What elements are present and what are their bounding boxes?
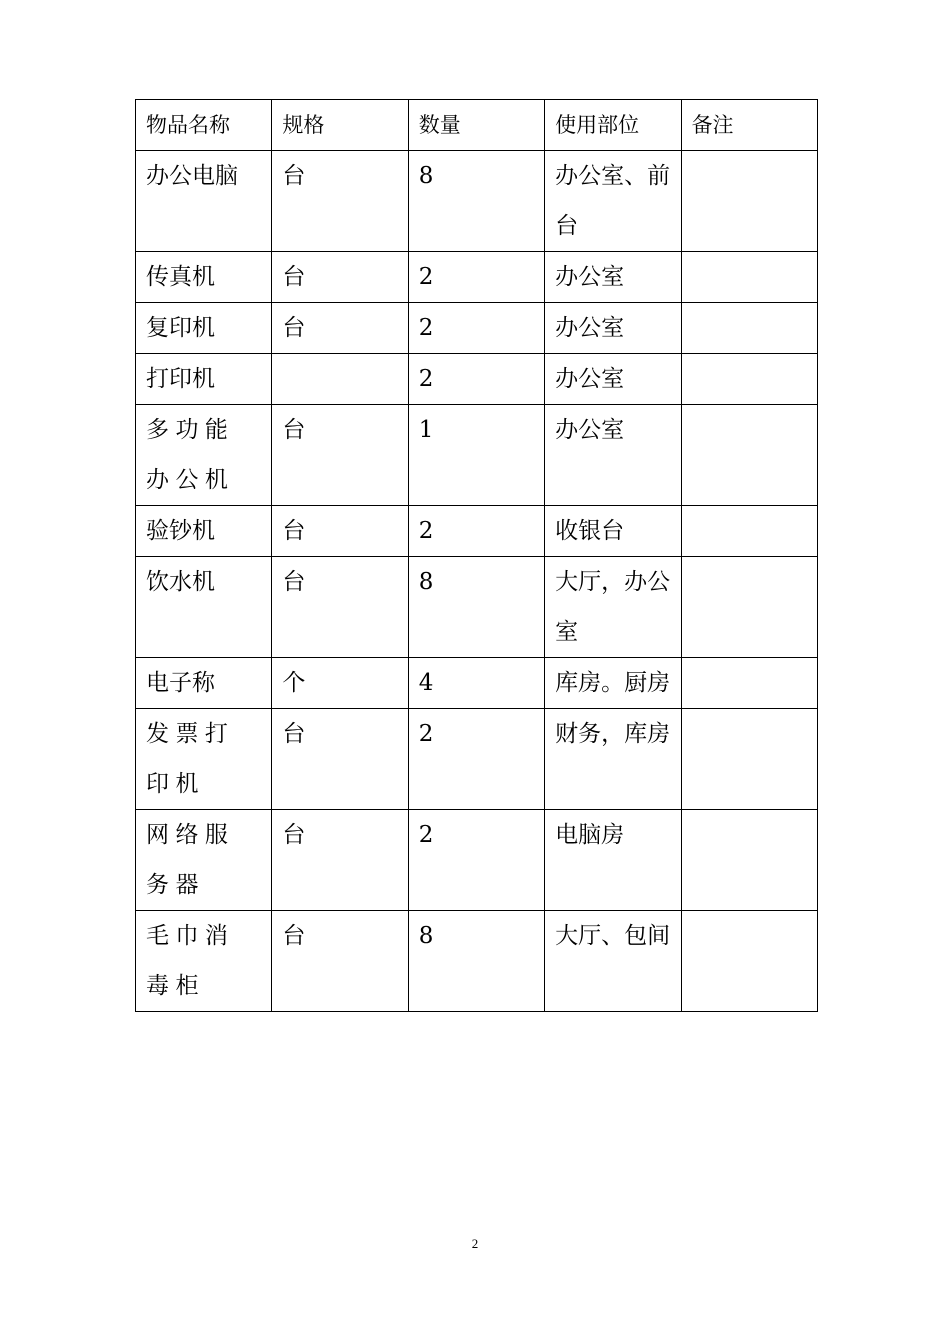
cell-location: 大厅，办公室 <box>545 557 681 658</box>
table-row <box>136 354 818 405</box>
cell-remarks <box>681 658 817 709</box>
cell-remarks <box>681 252 817 303</box>
table-row <box>136 557 818 658</box>
header-cell-remarks: 备注 <box>681 100 817 151</box>
cell-spec: 台 <box>272 506 408 557</box>
cell-remarks <box>681 911 817 1012</box>
cell-quantity: 2 <box>408 303 544 354</box>
cell-remarks <box>681 810 817 911</box>
cell-quantity: 2 <box>408 506 544 557</box>
cell-remarks <box>681 151 817 252</box>
cell-remarks <box>681 303 817 354</box>
cell-item-name: 打印机 <box>136 354 272 405</box>
page-number: 2 <box>471 1236 479 1251</box>
cell-item-name: 传真机 <box>136 252 272 303</box>
cell-spec: 台 <box>272 911 408 1012</box>
cell-location: 办公室 <box>545 354 681 405</box>
cell-spec: 台 <box>272 709 408 810</box>
cell-item-name: 电子称 <box>136 658 272 709</box>
cell-quantity: 2 <box>408 354 544 405</box>
cell-quantity: 2 <box>408 810 544 911</box>
cell-quantity: 8 <box>408 557 544 658</box>
cell-spec: 个 <box>272 658 408 709</box>
cell-spec: 台 <box>272 810 408 911</box>
cell-location: 电脑房 <box>545 810 681 911</box>
cell-spec <box>272 354 408 405</box>
cell-item-name: 毛巾消毒柜 <box>136 911 272 1012</box>
cell-quantity: 2 <box>408 709 544 810</box>
table-row <box>136 405 818 506</box>
table-row <box>136 709 818 810</box>
table-row <box>136 151 818 252</box>
cell-remarks <box>681 557 817 658</box>
header-cell-spec: 规格 <box>272 100 408 151</box>
cell-item-name: 复印机 <box>136 303 272 354</box>
header-cell-name: 物品名称 <box>136 100 272 151</box>
cell-location: 库房。厨房 <box>545 658 681 709</box>
cell-spec: 台 <box>272 405 408 506</box>
cell-spec: 台 <box>272 557 408 658</box>
cell-spec: 台 <box>272 303 408 354</box>
cell-location: 办公室 <box>545 252 681 303</box>
cell-quantity: 2 <box>408 252 544 303</box>
cell-item-name: 办公电脑 <box>136 151 272 252</box>
table-row <box>136 252 818 303</box>
table-row <box>136 810 818 911</box>
cell-location: 大厅、包间 <box>545 911 681 1012</box>
cell-remarks <box>681 405 817 506</box>
cell-location: 办公室 <box>545 405 681 506</box>
cell-item-name: 验钞机 <box>136 506 272 557</box>
cell-quantity: 8 <box>408 151 544 252</box>
table-header-row <box>136 100 818 151</box>
cell-item-name: 多功能办公机 <box>136 405 272 506</box>
table-row <box>136 911 818 1012</box>
cell-remarks <box>681 709 817 810</box>
cell-remarks <box>681 354 817 405</box>
inventory-table <box>135 99 818 1012</box>
header-cell-location: 使用部位 <box>545 100 681 151</box>
cell-location: 办公室 <box>545 303 681 354</box>
cell-spec: 台 <box>272 151 408 252</box>
header-cell-quantity: 数量 <box>408 100 544 151</box>
cell-spec: 台 <box>272 252 408 303</box>
cell-quantity: 1 <box>408 405 544 506</box>
table-row <box>136 506 818 557</box>
cell-item-name: 饮水机 <box>136 557 272 658</box>
cell-location: 办公室、前台 <box>545 151 681 252</box>
table-row <box>136 303 818 354</box>
cell-quantity: 8 <box>408 911 544 1012</box>
table-row <box>136 658 818 709</box>
cell-location: 收银台 <box>545 506 681 557</box>
cell-quantity: 4 <box>408 658 544 709</box>
cell-remarks <box>681 506 817 557</box>
cell-item-name: 发票打印机 <box>136 709 272 810</box>
cell-item-name: 网络服务器 <box>136 810 272 911</box>
cell-location: 财务，库房 <box>545 709 681 810</box>
